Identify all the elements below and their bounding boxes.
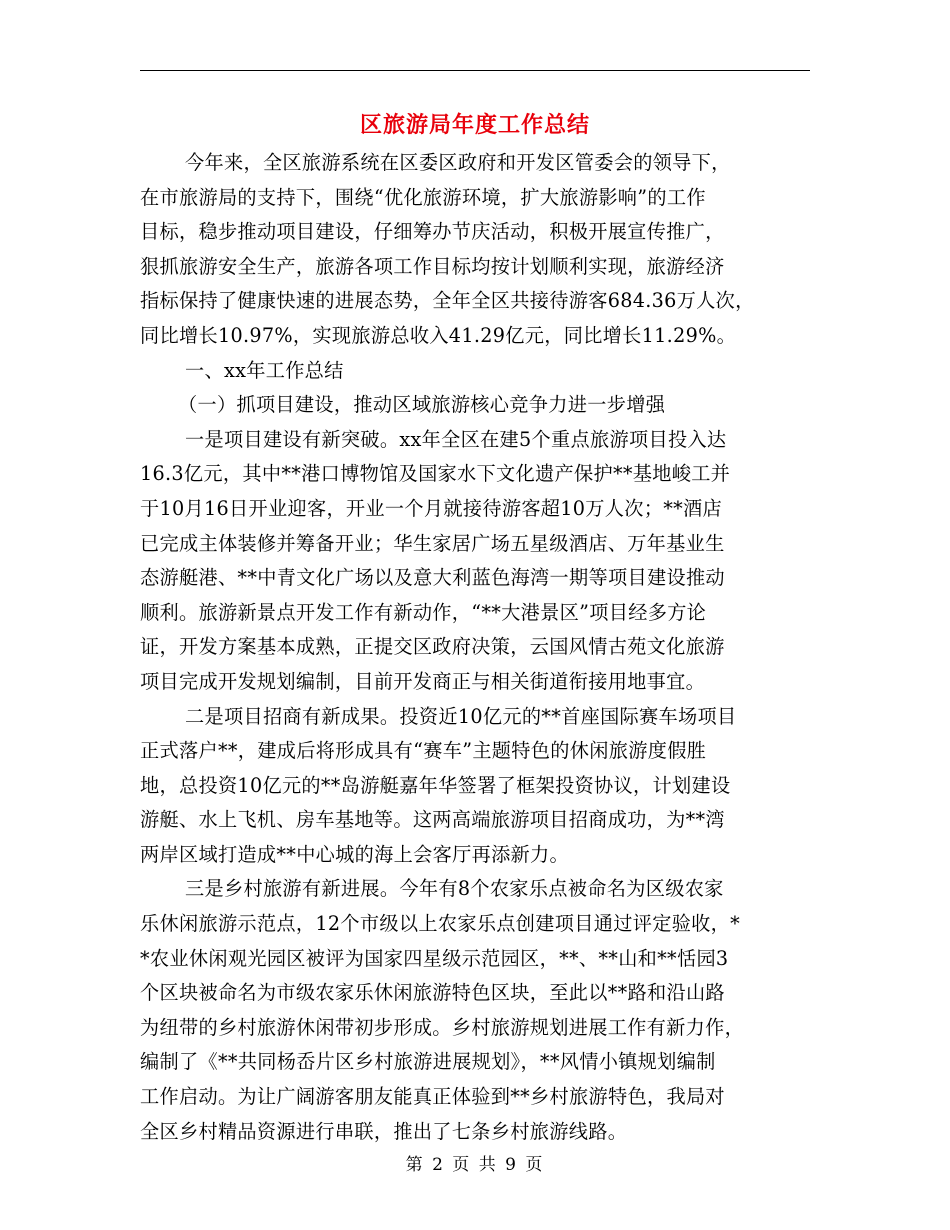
body-line-18: 正式落户**，建成后将形成具有“赛车”主题特色的休闲旅游度假胜 bbox=[140, 739, 707, 763]
page-number: 第 2 页 共 9 页 bbox=[405, 1155, 545, 1175]
body-line-29: 全区乡村精品资源进行串联，推出了七条乡村旅游线路。 bbox=[140, 1119, 628, 1143]
body-line-2: 在市旅游局的支持下，围绕“优化旅游环境，扩大旅游影响”的工作 bbox=[140, 185, 706, 209]
body-line-3: 目标，稳步推动项目建设，仔细筹办节庆活动，积极开展宣传推广， bbox=[140, 220, 725, 244]
body-line-24: *农业休闲观光园区被评为国家四星级示范园区，**、**山和**恬园3 bbox=[140, 946, 729, 970]
body-line-15: 证，开发方案基本成熟，正提交区政府决策，云国风情古苑文化旅游 bbox=[140, 635, 725, 659]
body-line-1: 今年来，全区旅游系统在区委区政府和开发区管委会的领导下， bbox=[185, 151, 731, 174]
header-rule bbox=[140, 70, 810, 71]
body-line-11: 于10月16日开业迎客，开业一个月就接待游客超10万人次；**酒店 bbox=[140, 496, 723, 520]
document-body bbox=[140, 146, 810, 1149]
body-line-10: 16.3亿元，其中**港口博物馆及国家水下文化遗产保护**基地峻工并 bbox=[140, 462, 731, 486]
body-line-23: 乐休闲旅游示范点，12个市级以上农家乐点创建项目通过评定验收，* bbox=[140, 912, 741, 936]
body-line-4: 狠抓旅游安全生产，旅游各项工作目标均按计划顺利实现，旅游经济 bbox=[140, 254, 725, 278]
body-line-9: 一是项目建设有新突破。xx年全区在建5个重点旅游项目投入达 bbox=[185, 427, 727, 451]
body-line-14: 顺利。旅游新景点开发工作有新动作，“**大港景区”项目经多方论 bbox=[140, 600, 707, 624]
body-line-13: 态游艇港、**中青文化广场以及意大利蓝色海湾一期等项目建设推动 bbox=[140, 566, 725, 590]
body-line-22: 三是乡村旅游有新进展。今年有8个农家乐点被命名为区级农家 bbox=[185, 877, 724, 901]
body-line-12: 已完成主体装修并筹备开业；华生家居广场五星级酒店、万年基业生 bbox=[140, 531, 725, 555]
body-line-17: 二是项目招商有新成果。投资近10亿元的**首座国际赛车场项目 bbox=[185, 704, 737, 728]
body-line-5: 指标保持了健康快速的进展态势，全年全区共接待游客684.36万人次， bbox=[140, 289, 755, 313]
body-line-28: 工作启动。为让广阔游客朋友能真正体验到**乡村旅游特色，我局对 bbox=[140, 1085, 725, 1109]
body-line-26: 为纽带的乡村旅游休闲带初步形成。乡村旅游规划进展工作有新力作， bbox=[140, 1015, 745, 1039]
body-line-6: 同比增长10.97%，实现旅游总收入41.29亿元，同比增长11.29%。 bbox=[140, 323, 737, 347]
body-line-16: 项目完成开发规划编制，目前开发商正与相关街道衔接用地事宜。 bbox=[140, 669, 706, 693]
body-line-20: 游艇、水上飞机、房车基地等。这两高端旅游项目招商成功，为**湾 bbox=[140, 808, 725, 832]
subsection-heading: （一）抓项目建设，推动区域旅游核心竞争力进一步增强 bbox=[178, 393, 666, 417]
section-heading: 一、xx年工作总结 bbox=[185, 358, 344, 382]
body-line-27: 编制了《**共同杨岙片区乡村旅游进展规划》，**风情小镇规划编制 bbox=[140, 1050, 716, 1074]
body-line-25: 个区块被命名为市级农家乐休闲旅游特色区块，至此以**路和沿山路 bbox=[140, 981, 725, 1005]
document-title: 区旅游局年度工作总结 bbox=[359, 112, 590, 138]
body-line-19: 地，总投资10亿元的**岛游艇嘉年华签署了框架投资协议，计划建设 bbox=[140, 773, 731, 797]
body-line-21: 两岸区域打造成**中心城的海上会客厅再添新力。 bbox=[140, 842, 570, 866]
